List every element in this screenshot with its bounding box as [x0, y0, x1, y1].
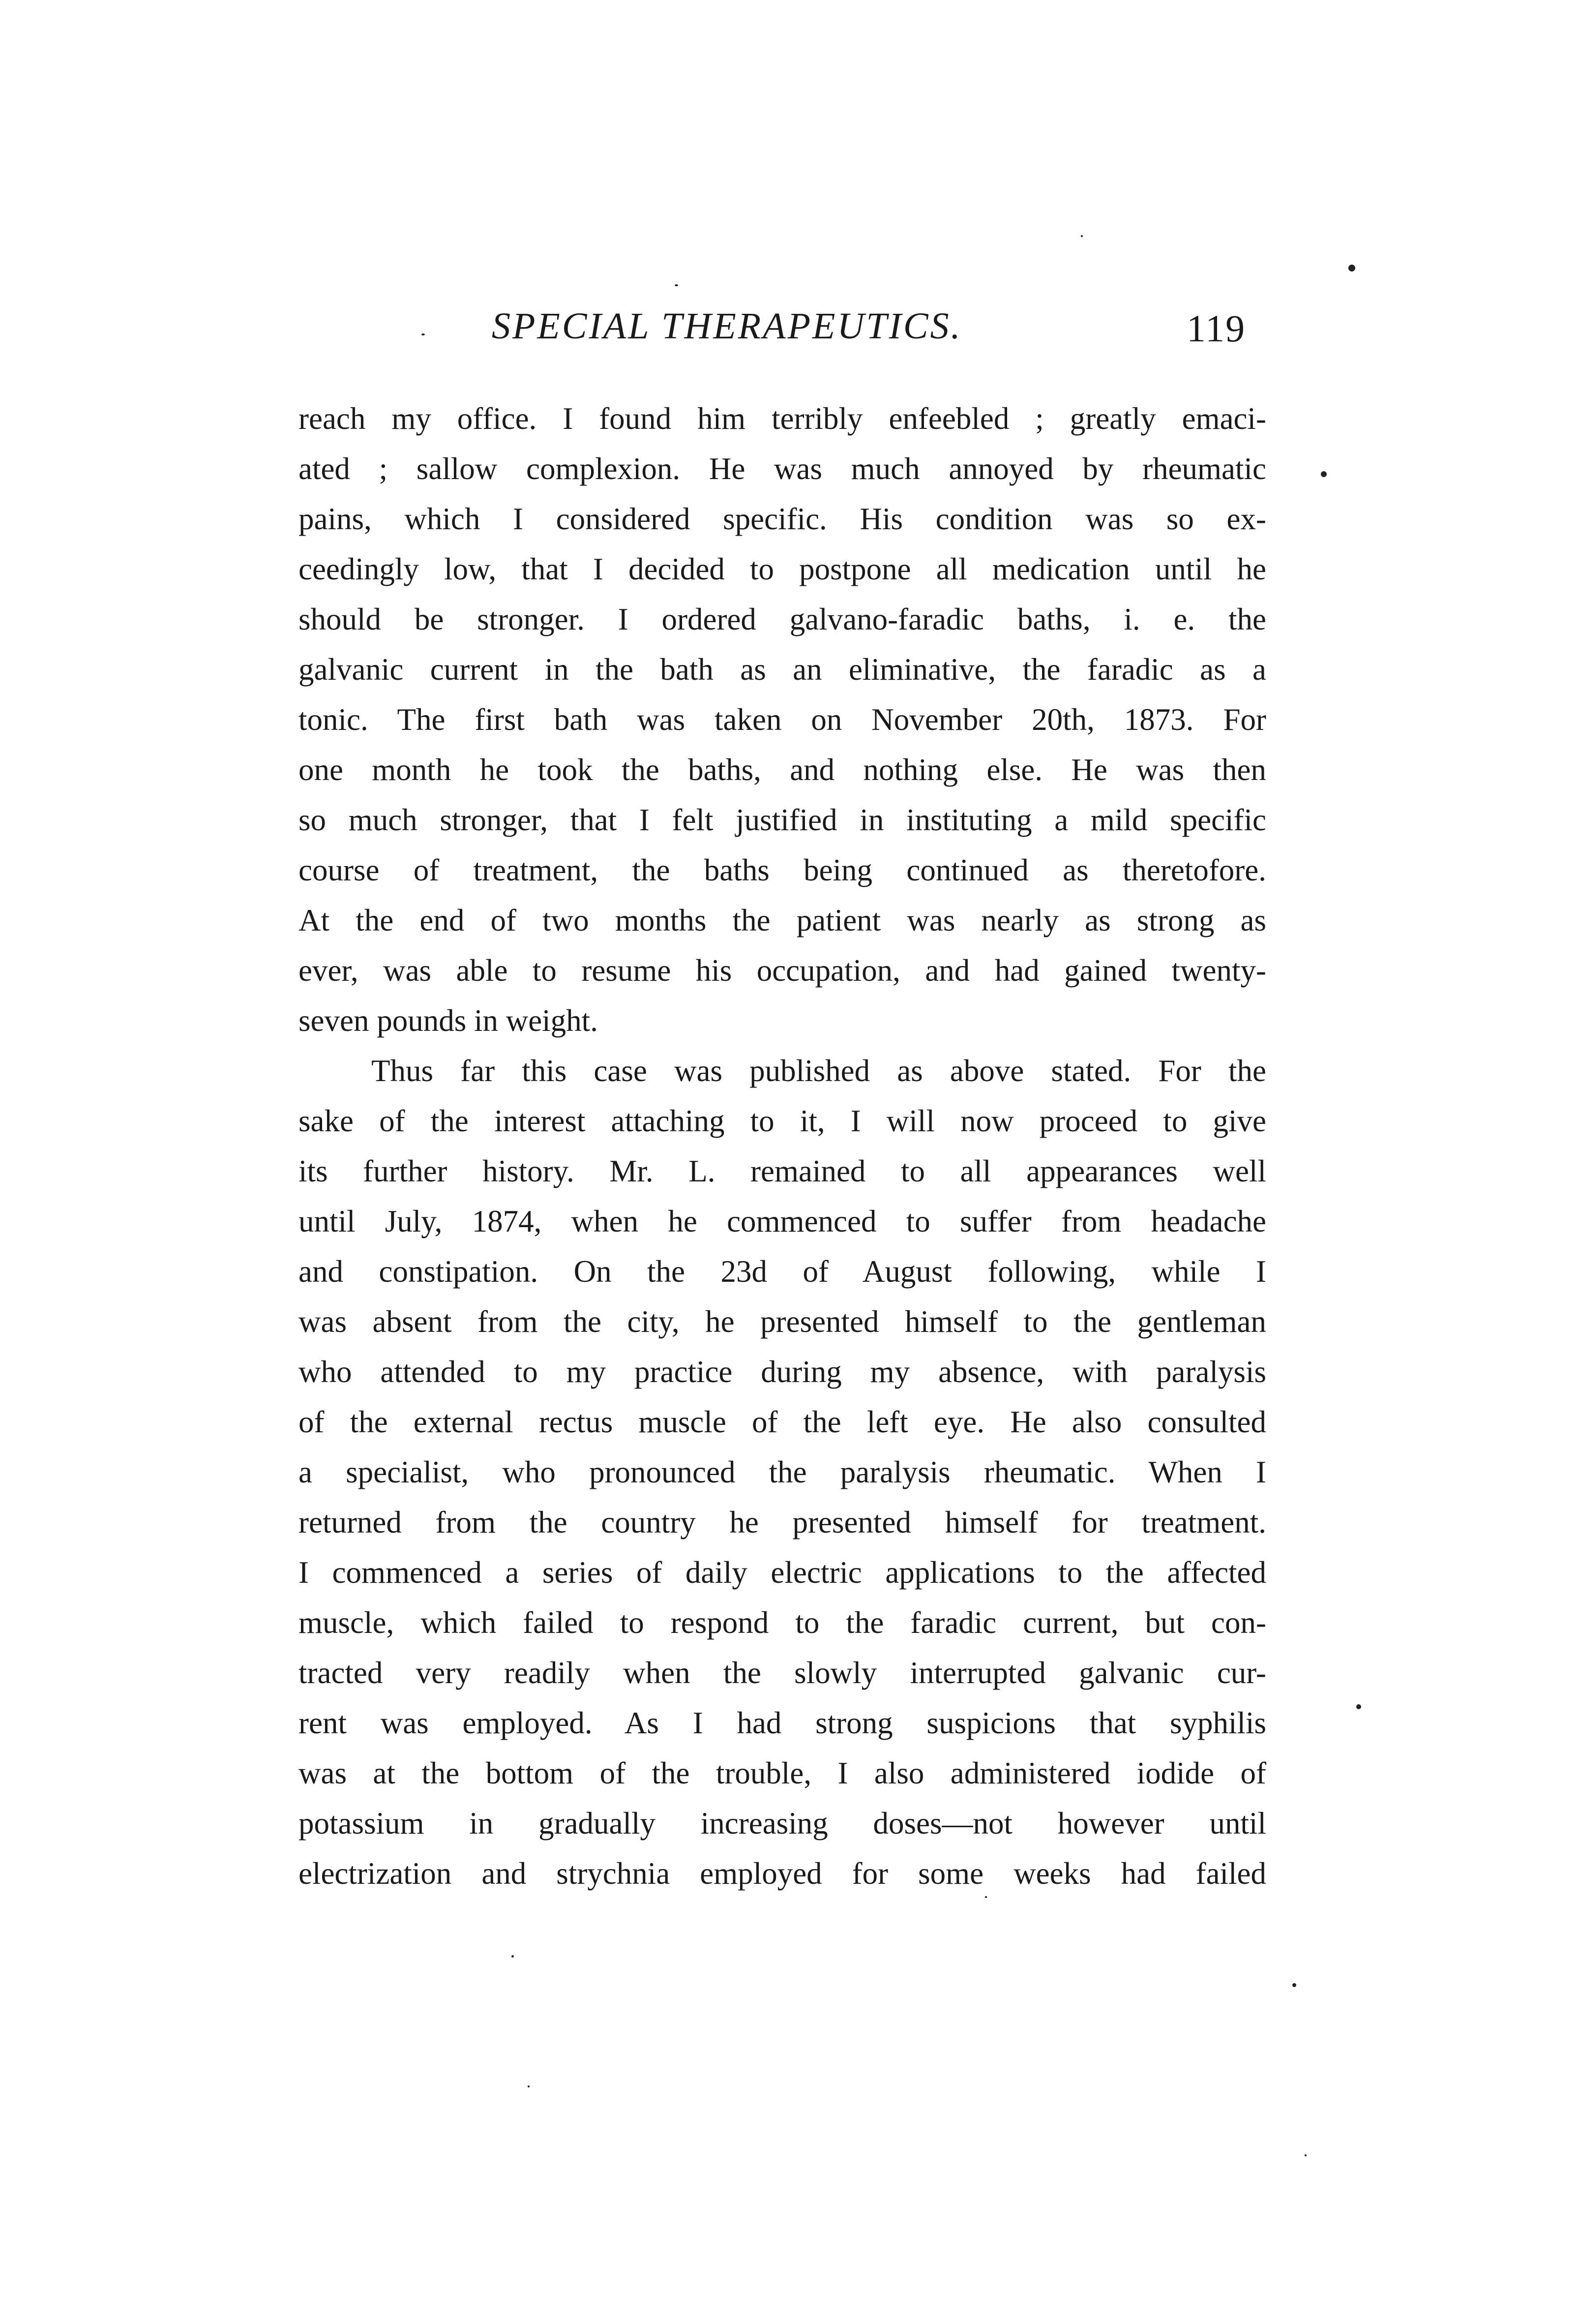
text-line: ever, was able to resume his occupation, and had gained twenty- [298, 953, 1266, 988]
scan-speck [985, 1896, 987, 1898]
text-line: tracted very readily when the slowly interrupted galvanic cur- [298, 1656, 1266, 1690]
text-line: tonic. The first bath was taken on November 20th, 1873. For [298, 702, 1266, 737]
scan-speck [511, 1955, 514, 1958]
scan-speck [1305, 2154, 1307, 2156]
text-line: I commenced a series of daily electric applications to the affected [298, 1555, 1266, 1590]
text-line: rent was employed. As I had strong suspicions that syphilis [298, 1706, 1266, 1740]
text-line: pains, which I considered specific. His condition was so ex- [298, 502, 1266, 536]
text-line: course of treatment, the baths being continued as theretofore. [298, 853, 1266, 887]
scan-speck [1348, 265, 1355, 272]
scan-speck [1292, 1983, 1296, 1987]
text-line: who attended to my practice during my absence, with paralysis [298, 1355, 1266, 1389]
text-line: its further history. Mr. L. remained to all appearances well [298, 1154, 1266, 1188]
text-line: so much stronger, that I felt justified in instituting a mild specific [298, 803, 1266, 837]
text-line: a specialist, who pronounced the paralysis rheumatic. When I [298, 1455, 1266, 1489]
text-line: electrization and strychnia employed for some weeks had failed [298, 1856, 1266, 1891]
text-line: At the end of two months the patient was nearly as strong as [298, 903, 1266, 937]
text-line: ated ; sallow complexion. He was much annoyed by rheumatic [298, 452, 1266, 486]
text-line: sake of the interest attaching to it, I will now proceed to give [298, 1104, 1266, 1138]
text-line: galvanic current in the bath as an eliminative, the faradic as a [298, 652, 1266, 687]
text-line: potassium in gradually increasing doses—not however until [298, 1806, 1266, 1841]
scan-speck [1081, 235, 1083, 237]
running-head-title: SPECIAL THERAPEUTICS. [492, 305, 962, 347]
text-line: should be stronger. I ordered galvano-faradic baths, i. e. the [298, 602, 1266, 636]
text-line: was absent from the city, he presented himself to the gentleman [298, 1304, 1266, 1339]
text-line: one month he took the baths, and nothing else. He was then [298, 753, 1266, 787]
page-number: 119 [1187, 307, 1246, 350]
text-line: and constipation. On the 23d of August following, while I [298, 1254, 1266, 1289]
text-line: of the external rectus muscle of the left eye. He also consulted [298, 1405, 1266, 1439]
text-line: muscle, which failed to respond to the faradic current, but con- [298, 1605, 1266, 1640]
text-line: Thus far this case was published as above stated. For the [371, 1054, 1266, 1088]
text-line: was at the bottom of the trouble, I also administered iodide of [298, 1756, 1266, 1790]
scan-speck [1356, 1704, 1361, 1709]
scan-speck [675, 284, 678, 286]
text-line: ceedingly low, that I decided to postpone all medication until he [298, 552, 1266, 586]
text-line: reach my office. I found him terribly enfeebled ; greatly emaci- [298, 401, 1266, 436]
body-text [298, 393, 1266, 1899]
scan-speck [528, 2085, 530, 2087]
scan-speck [421, 333, 425, 335]
text-line: until July, 1874, when he commenced to suffer from headache [298, 1204, 1266, 1238]
text-line: seven pounds in weight. [298, 1003, 598, 1038]
text-line: returned from the country he presented himself for treatment. [298, 1505, 1266, 1539]
scan-speck [1321, 471, 1327, 477]
